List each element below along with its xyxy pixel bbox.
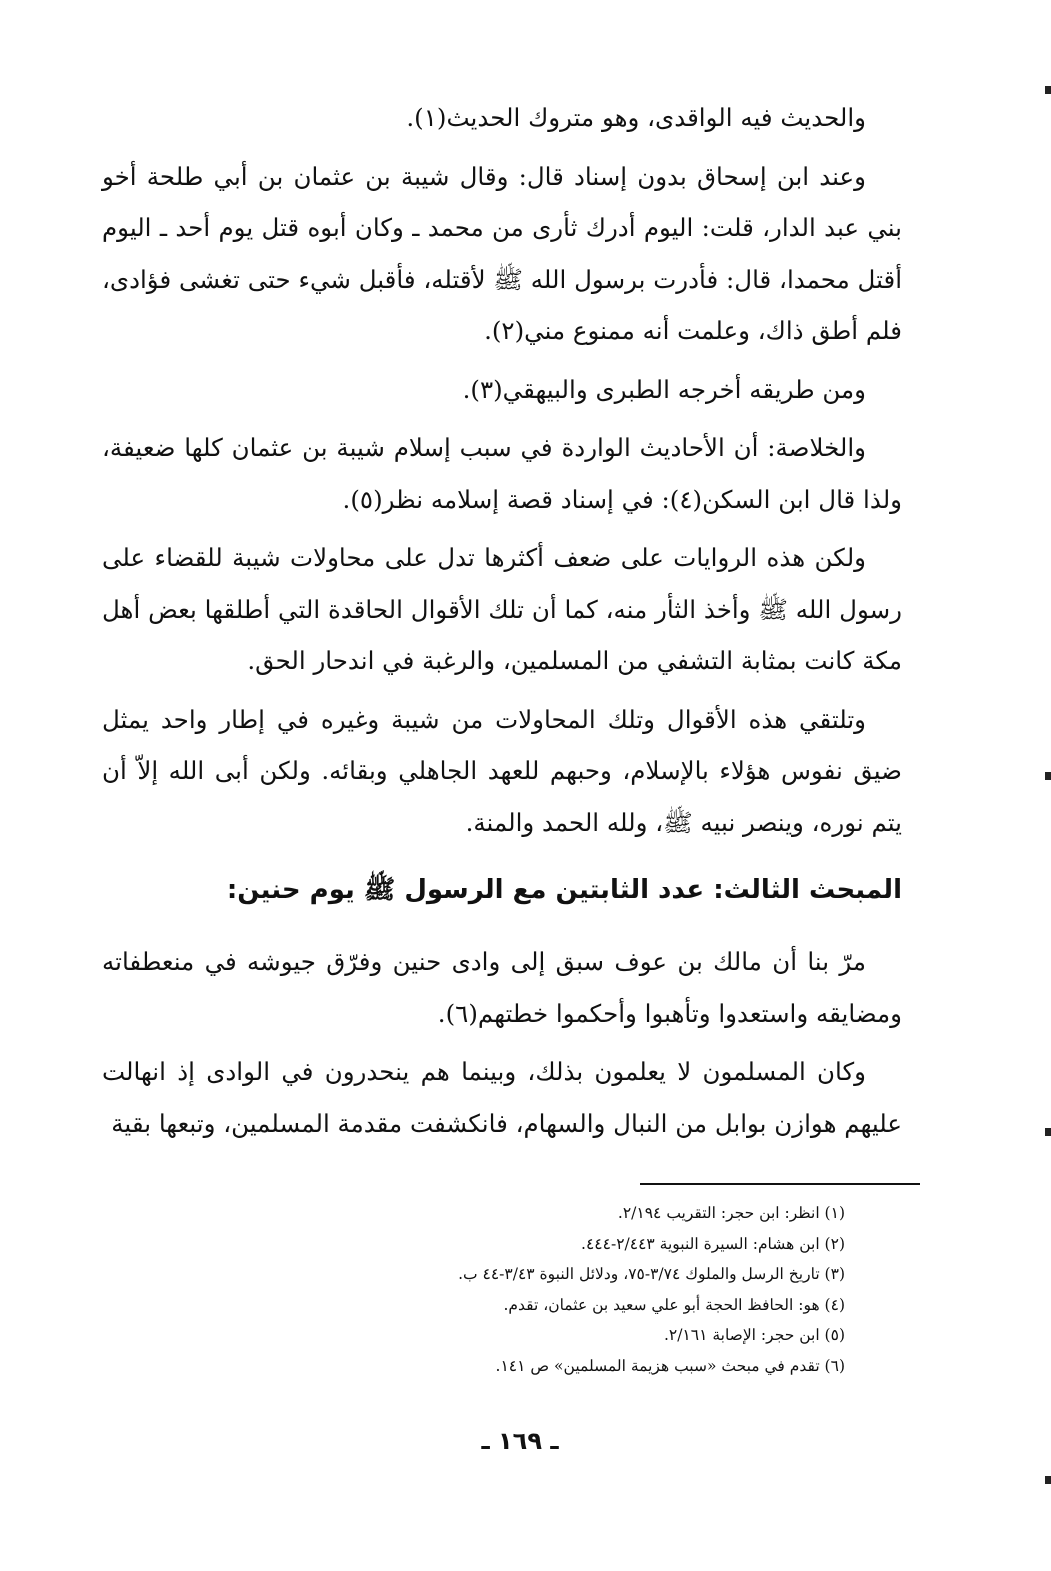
paragraph: وكان المسلمون لا يعلمون بذلك، وبينما هم ينحدرون في الوادى إذ انهالت عليهم هوازن بوابل من النبال والسهام، فانكشفت مقدمة المسلمين، وتبعها بقية xyxy=(102,1057,902,1138)
footnote: (٥) ابن حجر: الإصابة ٢/١٦١. xyxy=(663,1326,845,1345)
scan-edge-mark xyxy=(1045,86,1051,94)
paragraph: والخلاصة: أن الأحاديث الواردة في سبب إسلام شيبة بن عثمان كلها ضعيفة، ولذا قال ابن السكن(٤): في إسناد قصة إسلامه نظر(٥). xyxy=(102,433,902,514)
section-heading: المبحث الثالث: عدد الثابتين مع الرسول ﷺ يوم حنين: xyxy=(226,875,902,905)
paragraph: ولكن هذه الروايات على ضعف أكثرها تدل على محاولات شيبة للقضاء على رسول الله ﷺ وأخذ الثأر منه، كما أن تلك الأقوال الحاقدة التي أطلقها بعض أهل مكة كانت بمثابة التشفي من المسلمين، والرغبة في اندحار الحق. xyxy=(102,543,902,675)
paragraph: والحديث فيه الواقدى، وهو متروك الحديث(١). xyxy=(406,103,866,132)
paragraph: وتلتقي هذه الأقوال وتلك المحاولات من شيبة وغيره في إطار واحد يمثل ضيق نفوس هؤلاء بالإسلام، وحبهم للعهد الجاهلي وبقائه. ولكن أبى الله إلاّ أن يتم نوره، وينصر نبيه ﷺ، ولله الحمد والمنة. xyxy=(102,704,902,837)
page-number: ـ ١٦٩ ـ xyxy=(481,1427,559,1455)
paragraph: ومن طريقه أخرجه الطبرى والبيهقي(٣). xyxy=(462,374,866,404)
footnote: (٢) ابن هشام: السيرة النبوية ٢/٤٤٣-٤٤٤. xyxy=(581,1234,845,1253)
footnote: (١) انظر: ابن حجر: التقريب ٢/١٩٤. xyxy=(617,1204,845,1222)
paragraph: مرّ بنا أن مالك بن عوف سبق إلى وادى حنين وفرّق جيوشه في منعطفاته ومضايقه واستعدوا وتأهبوا وأحكموا خطتهم(٦). xyxy=(102,947,902,1028)
footnote: (٦) تقدم في مبحث «سبب هزيمة المسلمين» ص ١٤١. xyxy=(495,1356,845,1375)
footnote: (٣) تاريخ الرسل والملوك ٣/٧٤-٧٥، ودلائل النبوة ٣/٤٣-٤٤ ب. xyxy=(458,1265,845,1284)
scan-edge-mark xyxy=(1045,1128,1051,1136)
footnote-divider xyxy=(640,1183,920,1185)
footnotes xyxy=(200,1198,845,1382)
footnote: (٤) هو: الحافظ الحجة أبو علي سعيد بن عثمان، تقدم. xyxy=(503,1295,845,1314)
scan-edge-mark xyxy=(1045,772,1051,780)
paragraph: وعند ابن إسحاق بدون إسناد قال: وقال شيبة بن عثمان بن أبي طلحة أخو بني عبد الدار، قلت: اليوم أدرك ثأرى من محمد ـ وكان أبوه قتل يوم أحد ـ اليوم أقتل محمدا، قال: فأدرت برسول الله ﷺ لأقتله، فأقبل شيء حتى تغشى فؤادى، فلم أطق ذاك، وعلمت أنه ممنوع مني(٢). xyxy=(102,161,902,345)
main-text xyxy=(102,92,902,1156)
scan-edge-mark xyxy=(1045,1476,1051,1484)
